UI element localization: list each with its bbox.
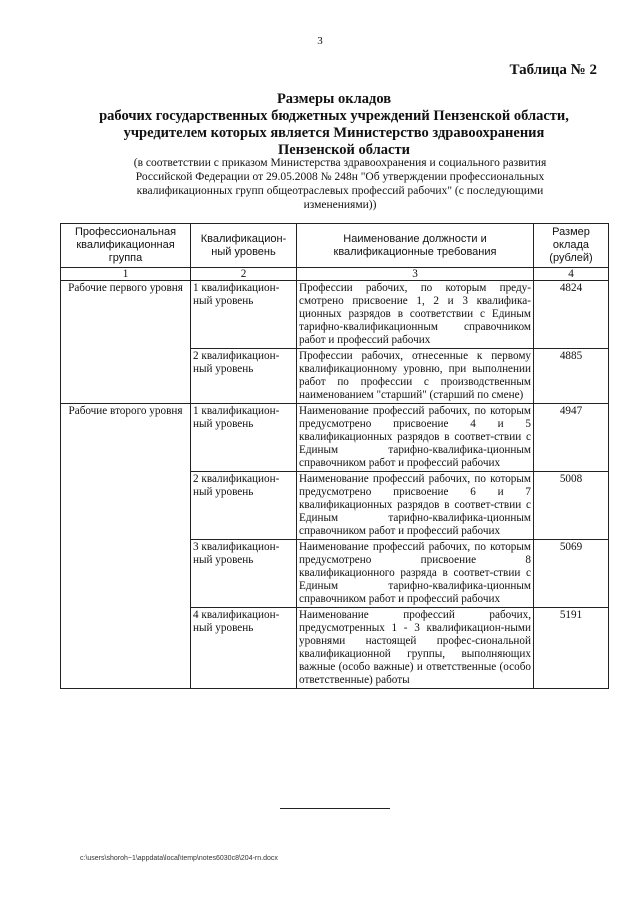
document-title — [60, 91, 608, 159]
requirements: Наименование профессий рабочих, по которым предусмотрено присвоение 8 квалификационного разряда в соответ-ствии с Единым тарифно-квалифика-ционным справочником работ и профессий рабочих — [297, 540, 534, 608]
salary-table — [60, 223, 609, 689]
salary-value: 4824 — [534, 281, 609, 349]
table-header-row — [61, 224, 609, 268]
group-name: Рабочие первого уровня — [61, 281, 191, 404]
table-label: Таблица № 2 — [509, 62, 597, 78]
table-row — [61, 281, 609, 349]
title-line: рабочих государственных бюджетных учреждений Пензенской области, — [99, 108, 569, 124]
qualification-level: 2 квалификацион-ный уровень — [191, 472, 297, 540]
header-group: Профессиональная квалификационная группа — [61, 224, 191, 268]
subtitle-line: Российской Федерации от 29.05.2008 № 248н "Об утверждении профессиональных — [135, 171, 545, 183]
requirements: Наименование профессий рабочих, по которым предусмотрено присвоение 4 и 5 квалификационных разрядов в соответ-ствии с Единым тарифно-квалифика-ционным справочником работ и профессий рабочих — [297, 404, 534, 472]
group-name: Рабочие второго уровня — [61, 404, 191, 689]
salary-value: 4947 — [534, 404, 609, 472]
header-requirements: Наименование должности и квалификационные требования — [297, 224, 534, 268]
title-line: Пензенской области — [278, 142, 410, 158]
table-row — [61, 404, 609, 472]
column-number-row — [61, 268, 609, 281]
column-number: 4 — [534, 268, 609, 281]
title-line: учредителем которых является Министерство здравоохранения — [123, 125, 545, 141]
subtitle-line: изменениями)) — [303, 199, 377, 211]
header-salary: Размер оклада (рублей) — [534, 224, 609, 268]
requirements: Профессии рабочих, отнесенные к первому квалификационному уровню, при выполнении работ по профессии с производственным наименованием "старший" (старший по смене) — [297, 349, 534, 404]
subtitle-line: квалификационных групп общеотраслевых профессий рабочих" (с последующими — [136, 185, 544, 197]
page-number: 3 — [317, 35, 323, 47]
requirements: Наименование профессий рабочих, по которым предусмотрено присвоение 6 и 7 квалификационных разрядов в соответ-ствии с Единым тарифно-квалифика-ционным справочником работ и профессий рабочих — [297, 472, 534, 540]
header-level: Квалификацион-ный уровень — [191, 224, 297, 268]
salary-value: 5191 — [534, 608, 609, 689]
salary-value: 4885 — [534, 349, 609, 404]
subtitle-line: (в соответствии с приказом Министерства здравоохранения и социального развития — [133, 157, 547, 169]
salary-value: 5008 — [534, 472, 609, 540]
qualification-level: 2 квалификацион-ный уровень — [191, 349, 297, 404]
column-number: 1 — [61, 268, 191, 281]
qualification-level: 1 квалификацион-ный уровень — [191, 281, 297, 349]
column-number: 2 — [191, 268, 297, 281]
qualification-level: 3 квалификацион-ный уровень — [191, 540, 297, 608]
requirements: Профессии рабочих, по которым преду-смотрено присвоение 1, 2 и 3 квалифика-ционных разрядов в соответствии с Единым тарифно-квалификационным справочником работ и профессий рабочих — [297, 281, 534, 349]
title-line: Размеры окладов — [276, 91, 392, 107]
qualification-level: 1 квалификацион-ный уровень — [191, 404, 297, 472]
document-subtitle — [80, 156, 600, 212]
salary-value: 5069 — [534, 540, 609, 608]
requirements: Наименование профессий рабочих, предусмотренных 1 - 3 квалификацион-ными уровнями настоящей профес-сиональной квалификационной группы, выполняющих важные (особо важные) и ответственные (особо ответственные) работы — [297, 608, 534, 689]
footer-file-path: c:\users\shoroh~1\appdata\local\temp\notes6030c8\204-rn.docx — [80, 855, 278, 862]
footnote-divider — [280, 808, 390, 809]
column-number: 3 — [297, 268, 534, 281]
qualification-level: 4 квалификацион-ный уровень — [191, 608, 297, 689]
